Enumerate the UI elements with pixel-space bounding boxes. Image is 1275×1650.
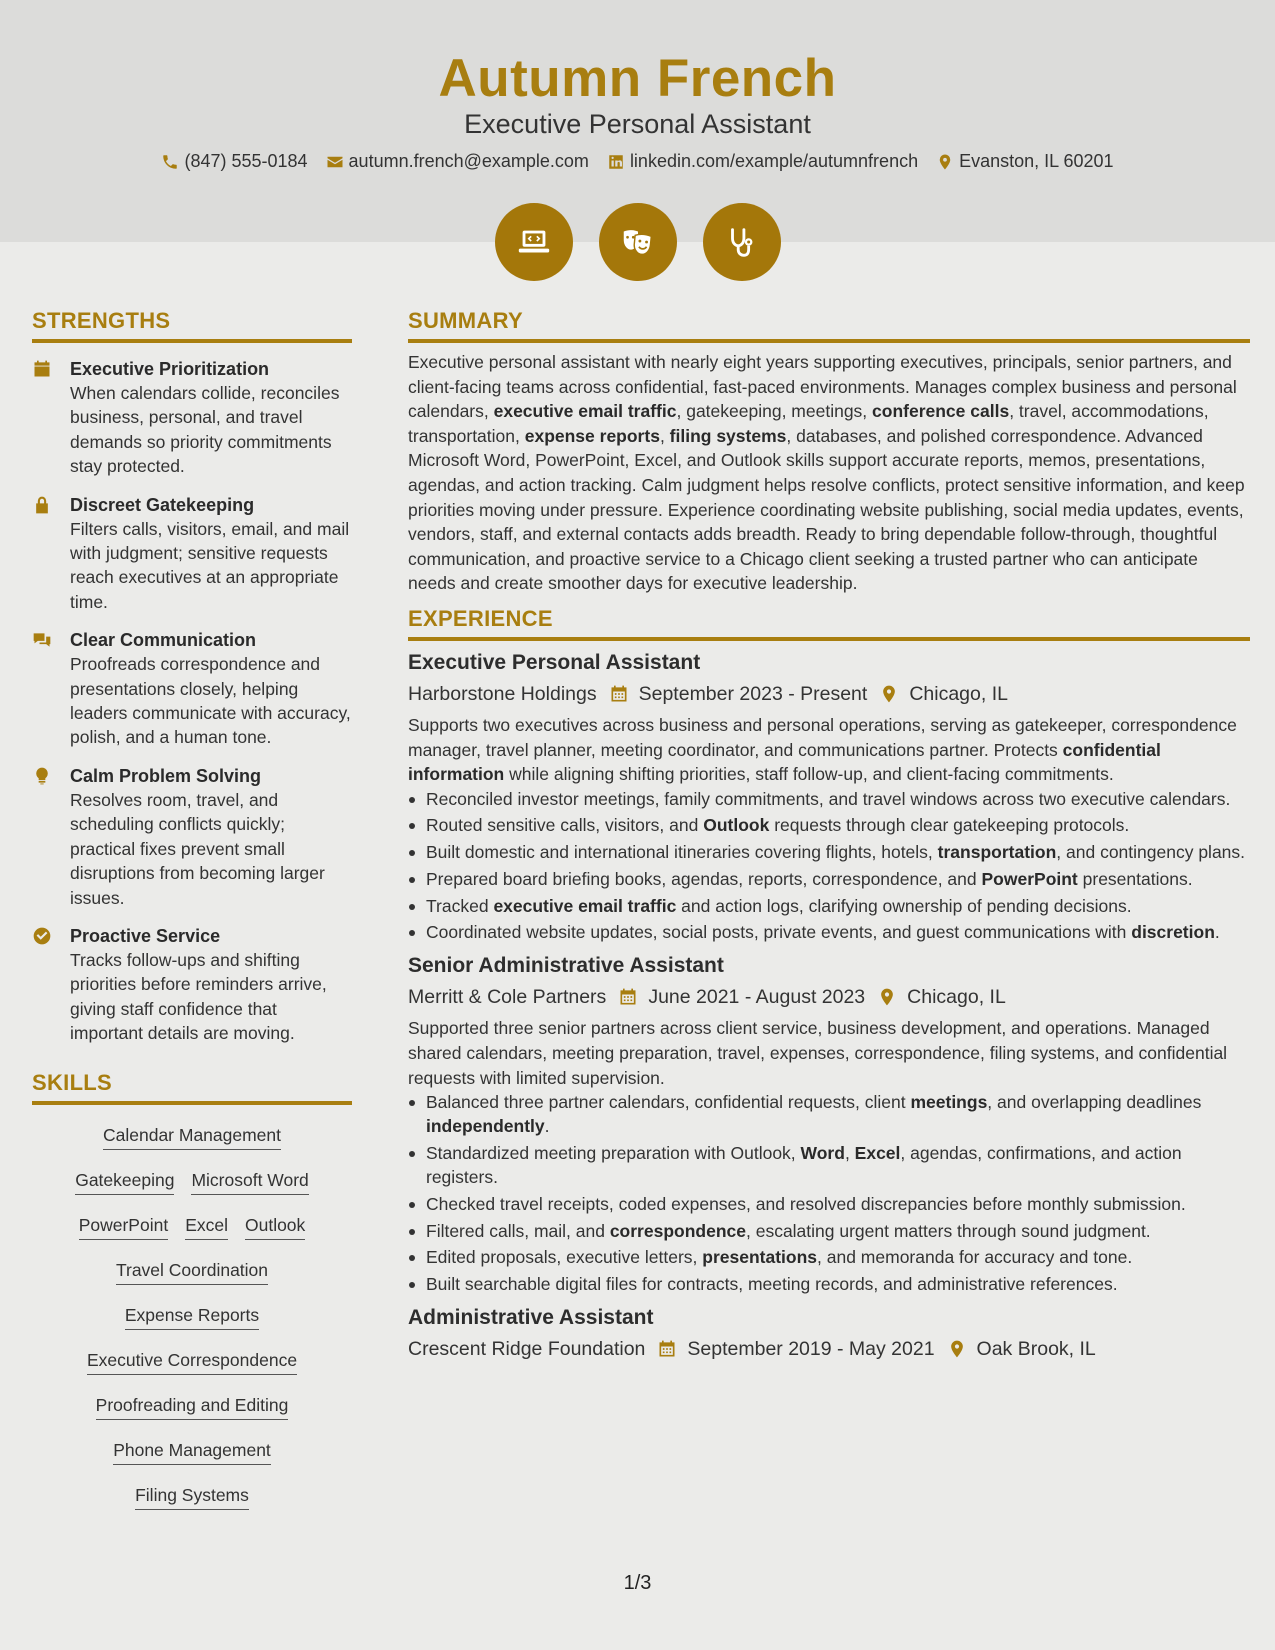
calendar-icon (609, 684, 629, 704)
job-entry (408, 649, 1250, 945)
job-location: Oak Brook, IL (976, 1338, 1096, 1361)
skill-tag: Expense Reports (125, 1305, 259, 1330)
skill-row (32, 1475, 352, 1520)
bold-keyword: filing systems (669, 425, 787, 446)
strength-desc: Resolves room, travel, and scheduling conflicts quickly; practical fixes prevent small disruptions from becoming larger issues. (70, 789, 325, 908)
left-column (32, 308, 352, 1520)
job-meta (408, 681, 1250, 707)
job-title: Administrative Assistant (408, 1306, 654, 1330)
bold-keyword: meetings (910, 1092, 988, 1113)
interest-badges (0, 203, 1275, 281)
skill-row (32, 1295, 352, 1340)
job-company: Crescent Ridge Foundation (408, 1338, 646, 1361)
job-description: Supports two executives across business and personal operations, serving as gatekeeper, correspondence manager, travel planner, meeting coordinator, and communications partner. Protects confidential information while aligning shifting priorities, staff follow-up, and client-facing commitments. (408, 714, 1237, 785)
skill-tag: Microsoft Word (191, 1170, 308, 1195)
bullet-item: Standardized meeting preparation with Outlook, Word, Excel, agendas, confirmations, and action registers. (408, 1141, 1250, 1189)
job-description: Supported three senior partners across client service, business development, and operations. Managed shared calendars, meeting preparation, travel, expenses, correspondence, filing systems, and confidential requests with limited supervision. (408, 1018, 1228, 1088)
summary-heading: SUMMARY (408, 308, 1250, 343)
phone-text: (847) 555-0184 (184, 151, 308, 171)
job-company: Merritt & Cole Partners (408, 986, 607, 1009)
job-title: Senior Administrative Assistant (408, 954, 724, 978)
page-number: 1/3 (623, 1572, 652, 1594)
strength-title: Proactive Service (70, 925, 221, 946)
linkedin-icon (607, 153, 625, 171)
job-dates: September 2019 - May 2021 (687, 1338, 935, 1361)
skill-tag: Travel Coordination (116, 1260, 268, 1285)
phone-icon (161, 153, 179, 171)
job-location: Chicago, IL (909, 682, 1008, 705)
theater-masks-icon (619, 223, 657, 261)
strength-desc: When calendars collide, reconciles business, personal, and travel demands so priority commitments stay protected. (70, 383, 340, 477)
envelope-icon (326, 153, 344, 171)
strength-desc: Tracks follow-ups and shifting priorities before reminders arrive, giving staff confidence that important details are moving. (70, 949, 327, 1044)
bullet-item: Reconciled investor meetings, family commitments, and travel windows across two executive calendars. (408, 787, 1250, 811)
skill-tag: Filing Systems (135, 1485, 249, 1510)
laptop-code-badge (495, 203, 573, 281)
right-column (408, 308, 1250, 1362)
contact-location (936, 151, 1113, 172)
stethoscope-icon (723, 223, 761, 261)
contact-linkedin[interactable] (607, 151, 918, 172)
bold-keyword: correspondence (609, 1220, 746, 1241)
skill-tag: Excel (185, 1215, 228, 1240)
bold-keyword: expense reports (524, 425, 660, 446)
skill-tag: Executive Correspondence (87, 1350, 297, 1375)
bullet-item: Prepared board briefing books, agendas, reports, correspondence, and PowerPoint presentations. (408, 867, 1250, 891)
map-marker-icon (877, 987, 897, 1007)
strength-title: Executive Prioritization (70, 359, 270, 379)
strengths-heading: STRENGTHS (32, 308, 352, 343)
candidate-name: Autumn French (438, 49, 837, 108)
strength-item (32, 628, 352, 750)
strength-desc: Proofreads correspondence and presentations closely, helping leaders communicate with accuracy, polish, and a human tone. (70, 654, 351, 748)
bold-keyword: Excel (854, 1143, 901, 1164)
contact-phone[interactable] (161, 151, 307, 172)
bold-keyword: conference calls (872, 401, 1010, 422)
job-entry (408, 1304, 1250, 1362)
job-bullets (408, 1090, 1250, 1296)
skill-row (32, 1205, 352, 1250)
calendar-icon (657, 1339, 677, 1359)
bullet-item: Coordinated website updates, social posts, private events, and guest communications with discretion. (408, 920, 1250, 944)
skill-row (32, 1160, 352, 1205)
lock-icon (32, 495, 52, 515)
strength-item (32, 764, 352, 910)
bullet-item: Built domestic and international itineraries covering flights, hotels, transportation, and contingency plans. (408, 840, 1250, 864)
bullet-item: Edited proposals, executive letters, presentations, and memoranda for accuracy and tone. (408, 1245, 1250, 1269)
skill-tag: Outlook (245, 1215, 305, 1240)
stethoscope-badge (703, 203, 781, 281)
skill-row (32, 1430, 352, 1475)
skills-heading: SKILLS (32, 1070, 352, 1105)
skill-tag: Calendar Management (103, 1125, 281, 1150)
skill-row (32, 1340, 352, 1385)
strength-item (32, 493, 352, 615)
map-marker-icon (879, 684, 899, 704)
job-dates: June 2021 - August 2023 (648, 986, 866, 1009)
calendar-icon (618, 987, 638, 1007)
bullet-item: Built searchable digital files for contracts, meeting records, and administrative references. (408, 1272, 1250, 1296)
job-dates: September 2023 - Present (638, 682, 868, 705)
check-circle-icon (32, 926, 52, 946)
strength-title: Calm Problem Solving (70, 765, 262, 786)
skill-tag: Phone Management (113, 1440, 271, 1465)
bold-keyword: transportation (937, 842, 1057, 863)
candidate-role: Executive Personal Assistant (464, 109, 811, 139)
bullet-item: Checked travel receipts, coded expenses, and resolved discrepancies before monthly submission. (408, 1192, 1250, 1216)
skills-list (32, 1115, 352, 1520)
bullet-item: Balanced three partner calendars, confidential requests, client meetings, and overlapping deadlines independently. (408, 1090, 1250, 1138)
comments-icon (32, 630, 52, 650)
contact-bar (0, 151, 1275, 172)
map-marker-icon (947, 1339, 967, 1359)
laptop-code-icon (515, 223, 553, 261)
skill-tag: Proofreading and Editing (96, 1395, 289, 1420)
theater-masks-badge (599, 203, 677, 281)
location-text: Evanston, IL 60201 (959, 151, 1114, 171)
job-company: Harborstone Holdings (408, 682, 597, 705)
linkedin-text: linkedin.com/example/autumnfrench (629, 151, 919, 171)
job-location: Chicago, IL (907, 986, 1006, 1009)
bold-keyword: Outlook (703, 815, 770, 836)
bold-keyword: discretion (1131, 922, 1215, 943)
job-meta (408, 984, 1250, 1010)
bold-keyword: independently (426, 1116, 545, 1137)
bold-keyword: executive email traffic (493, 895, 677, 916)
strength-desc: Filters calls, visitors, email, and mail with judgment; sensitive requests reach executives at an appropriate time. (70, 518, 350, 612)
bullet-item: Filtered calls, mail, and correspondence, escalating urgent matters through sound judgment. (408, 1219, 1250, 1243)
skill-row (32, 1250, 352, 1295)
skill-tag: PowerPoint (79, 1215, 169, 1240)
job-bullets (408, 787, 1250, 945)
job-entry (408, 952, 1250, 1296)
summary-text: Executive personal assistant with nearly eight years supporting executives, principals, senior partners, and client-facing teams across confidential, fast-paced environments. Manages complex business and personal calendars, executive email traffic, gatekeeping, meetings, conference calls, travel, accommodations, transportation, expense reports, filing systems, databases, and polished correspondence. Advanced Microsoft Word, PowerPoint, Excel, and Outlook skills support accurate reports, memos, presentations, agendas, and action tracking. Calm judgment helps resolve conflicts, protect sensitive information, and keep priorities moving under pressure. Experience coordinating website publishing, social media updates, events, vendors, staff, and external contacts adds breadth. Ready to bring dependable follow-through, thoughtful communication, and proactive service to a Chicago client seeking a trusted partner who can anticipate needs and create smoother days for executive leadership. (408, 352, 1245, 594)
strength-item (32, 357, 352, 479)
strength-title: Clear Communication (70, 630, 257, 651)
lightbulb-icon (32, 766, 52, 786)
job-title: Executive Personal Assistant (408, 650, 701, 674)
strength-item (32, 924, 352, 1046)
job-meta (408, 1336, 1250, 1362)
bullet-item: Tracked executive email traffic and action logs, clarifying ownership of pending decisions. (408, 894, 1250, 918)
email-text: autumn.french@example.com (348, 151, 589, 171)
map-marker-icon (936, 153, 954, 171)
strength-title: Discreet Gatekeeping (70, 494, 255, 515)
bold-keyword: presentations (702, 1247, 818, 1268)
contact-email[interactable] (326, 151, 589, 172)
experience-heading: EXPERIENCE (408, 606, 1250, 641)
calendar-icon (32, 359, 52, 379)
bold-keyword: confidential information (408, 739, 1161, 785)
skill-tag: Gatekeeping (75, 1170, 174, 1195)
bold-keyword: PowerPoint (981, 868, 1078, 889)
skill-row (32, 1385, 352, 1430)
bold-keyword: executive email traffic (493, 401, 677, 422)
bullet-item: Routed sensitive calls, visitors, and Outlook requests through clear gatekeeping protocols. (408, 813, 1250, 837)
bold-keyword: Word (800, 1143, 845, 1164)
skill-row (32, 1115, 352, 1160)
